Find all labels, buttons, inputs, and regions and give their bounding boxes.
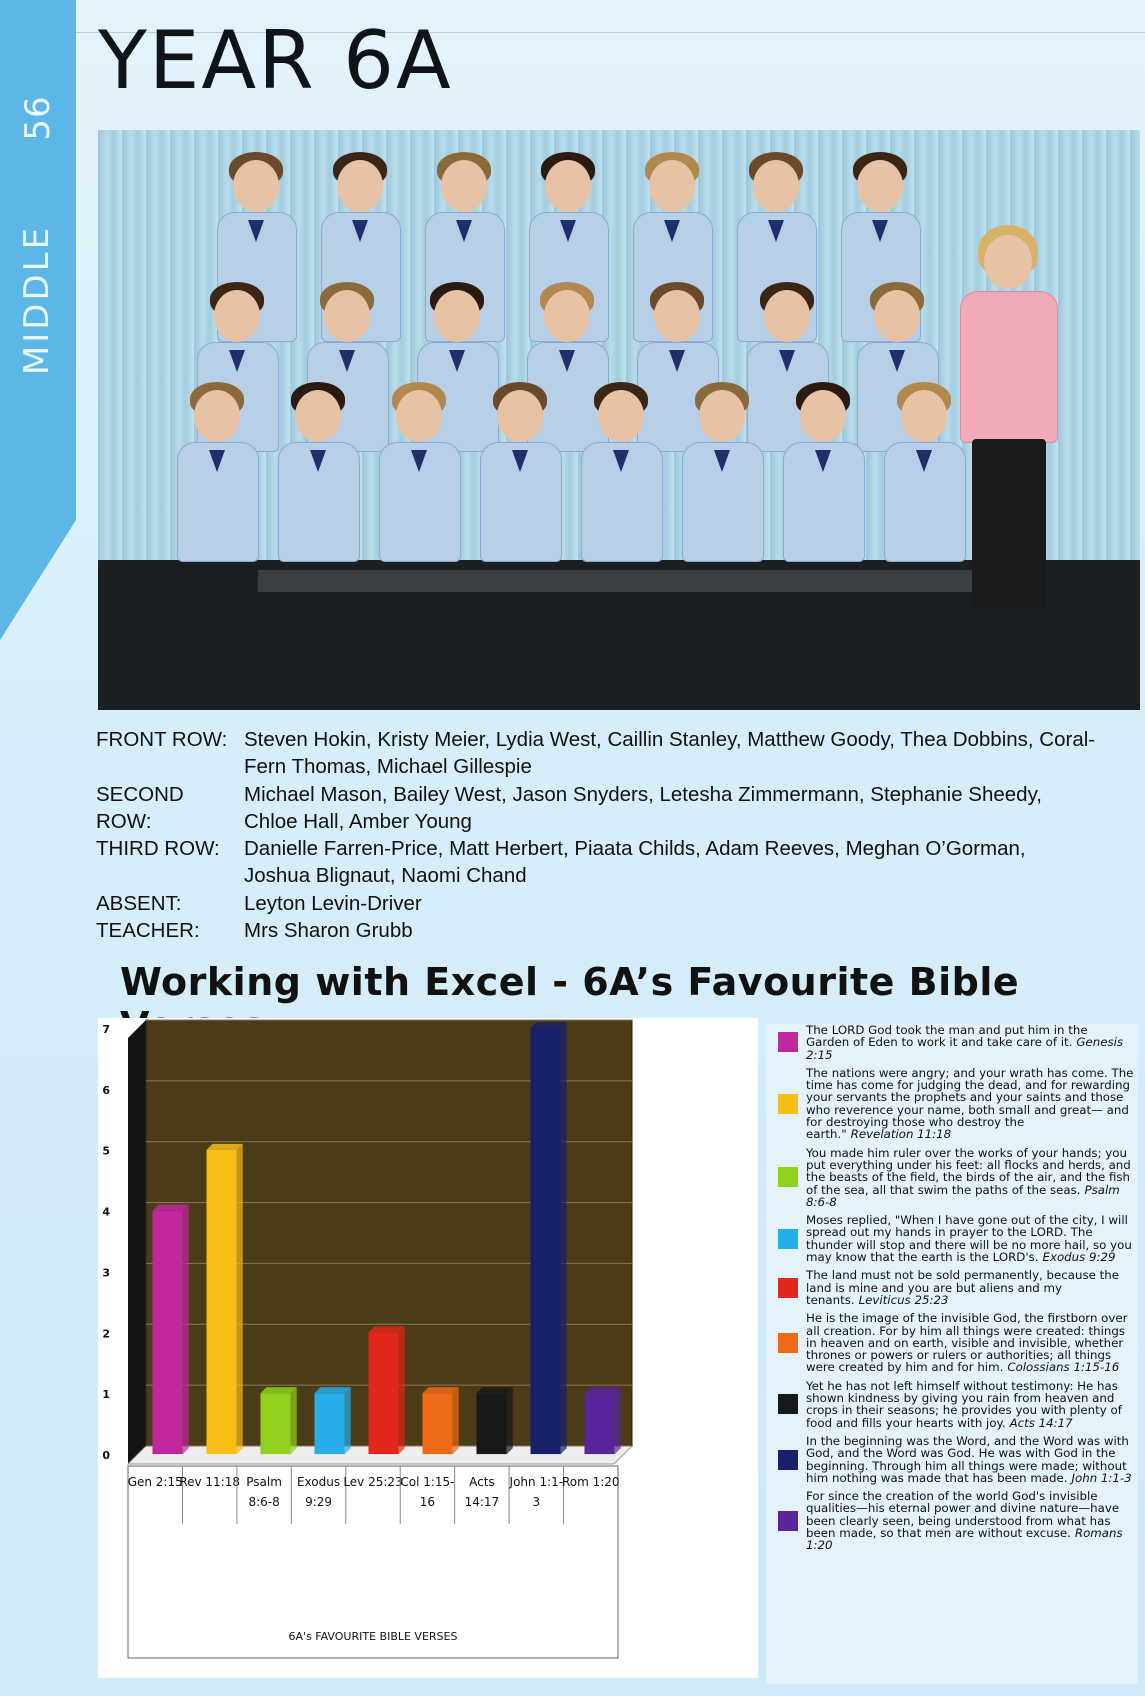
uniform-tie	[916, 450, 932, 472]
photo-bench	[258, 570, 980, 592]
legend-verse-text	[806, 1490, 1134, 1551]
face	[295, 390, 341, 442]
x-tick-label: Rev 11:18	[179, 1475, 241, 1489]
legend-verse: The land must not be sold permanently, because the land is mine and you are but aliens and my tenants.	[806, 1268, 1120, 1307]
uniform-tie	[456, 220, 472, 242]
chart-heading: Working with Excel - 6A’s Favourite Bible	[120, 960, 1020, 1004]
y-tick-label: 1	[102, 1388, 110, 1402]
bar-top	[584, 1387, 620, 1393]
caption-label: THIRD ROW:	[96, 837, 220, 861]
legend-verse-reference: Genesis 2:15	[806, 1035, 1124, 1062]
section-label: MIDDLE	[17, 224, 57, 376]
y-tick-label: 2	[102, 1327, 110, 1341]
face	[753, 160, 799, 212]
x-tick-label: 3	[532, 1495, 541, 1509]
student-silhouette	[880, 380, 968, 560]
legend-swatch	[778, 1032, 798, 1052]
face	[194, 390, 240, 442]
face	[396, 390, 442, 442]
x-tick-label: Gen 2:15	[127, 1475, 183, 1489]
uniform-tie	[248, 220, 264, 242]
legend-swatch	[778, 1278, 798, 1298]
caption-names: Steven Hokin, Kristy Meier, Lydia West, Caillin Stanley, Matthew Goody, Thea Dobbins, Coral-Fern Thomas, Michael Gillespie	[244, 728, 1096, 779]
uniform-tie	[229, 350, 245, 372]
x-tick-label: 8:6-8	[248, 1495, 280, 1509]
caption-row-second	[96, 781, 1096, 836]
legend-verse-reference: Exodus 9:29	[1042, 1250, 1116, 1265]
chart-legend	[766, 1024, 1138, 1684]
caption-label: TEACHER:	[96, 919, 200, 943]
caption-names: Michael Mason, Bailey West, Jason Snyders, Letesha Zimmermann, Stephanie Sheedy, Chloe Hall, Amber Young	[244, 782, 1042, 833]
uniform-tie	[310, 450, 326, 472]
legend-swatch	[778, 1394, 798, 1414]
uniform-tie	[352, 220, 368, 242]
face	[857, 160, 903, 212]
face	[654, 290, 700, 342]
uniform-tie	[779, 350, 795, 372]
bar	[206, 1150, 236, 1454]
student-silhouette	[678, 380, 766, 560]
legend-verse: The LORD God took the man and put him in the Garden of Eden to work it and take care of it.	[806, 1023, 1088, 1050]
uniform-tie	[512, 450, 528, 472]
legend-verse: He is the image of the invisible God, the firstborn over all creation. For by him all things were created: things in heaven and on earth, visible and invisible, whether thrones or powers or rulers or authorities; all things were created by him and for him.	[806, 1311, 1128, 1375]
caption-names: Mrs Sharon Grubb	[244, 919, 413, 943]
x-tick-label: Exodus	[296, 1475, 341, 1489]
student-silhouette	[779, 380, 867, 560]
bar	[314, 1393, 344, 1454]
face	[337, 160, 383, 212]
uniform-tie	[560, 220, 576, 242]
legend-verse-text	[806, 1067, 1134, 1141]
bar-side	[291, 1387, 297, 1454]
bar-top	[476, 1387, 512, 1393]
bar-top	[530, 1022, 566, 1028]
legend-item	[766, 1067, 1138, 1141]
uniform-tie	[768, 220, 784, 242]
legend-verse: Yet he has not left himself without testimony: He has shown kindness by giving you rain from heaven and crops in their seasons; he provides you with plenty of food and fills your hearts with joy.	[806, 1378, 1122, 1430]
legend-verse: In the beginning was the Word, and the Word was with God, and the Word was God. He was with God in the beginning. Through him all things were made; without him nothing was made that has been made.	[806, 1433, 1129, 1485]
uniform-tie	[411, 450, 427, 472]
bar-side	[237, 1144, 243, 1454]
student-silhouette	[274, 380, 362, 560]
bar-side	[615, 1387, 621, 1454]
face	[649, 160, 695, 212]
legend-item	[766, 1435, 1138, 1484]
legend-verse-reference: Revelation 11:18	[850, 1127, 952, 1142]
bar-top	[260, 1387, 296, 1393]
bar-top	[422, 1387, 458, 1393]
uniform-tie	[613, 450, 629, 472]
caption-label: ABSENT:	[96, 891, 182, 915]
legend-verse: Moses replied, "When I have gone out of the city, I will spread out my hands in prayer to the LORD. The thunder will stop and there will be no more hail, so you may know that the earth is the LORD's.	[806, 1213, 1132, 1265]
bar	[422, 1393, 452, 1454]
legend-swatch	[778, 1229, 798, 1249]
legend-verse: You made him ruler over the works of your hands; you put everything under his feet: all flocks and herds, and the beasts of the field, the birds of the air, and the fish of the sea, all that swim the paths of the seas.	[806, 1145, 1131, 1197]
student-silhouette	[577, 380, 665, 560]
bar-top	[314, 1387, 350, 1393]
legend-verse-text	[806, 1024, 1134, 1061]
uniform-tie	[559, 350, 575, 372]
bar-side	[453, 1387, 459, 1454]
legend-item	[766, 1490, 1138, 1551]
legend-verse-reference: Psalm 8:6-8	[806, 1182, 1120, 1209]
legend-verse-reference: Leviticus 25:23	[858, 1292, 949, 1307]
legend-verse-text	[806, 1147, 1134, 1208]
caption-label: FRONT ROW:	[96, 728, 228, 751]
bar-side	[183, 1205, 189, 1454]
uniform-tie	[669, 350, 685, 372]
student-silhouette	[173, 380, 261, 560]
uniform-tie	[209, 450, 225, 472]
legend-swatch	[778, 1450, 798, 1470]
chart-side-wall	[128, 1020, 146, 1464]
face	[699, 390, 745, 442]
x-tick-label: 14:17	[464, 1495, 500, 1509]
bar-side	[561, 1022, 567, 1454]
legend-verse-reference: Romans 1:20	[806, 1525, 1123, 1553]
caption-row-front	[96, 726, 1096, 781]
bar-top	[368, 1326, 404, 1332]
face	[901, 390, 947, 442]
legend-swatch	[778, 1333, 798, 1353]
student-silhouette	[375, 380, 463, 560]
teacher-top	[960, 291, 1058, 443]
legend-item	[766, 1214, 1138, 1263]
bar-side	[507, 1387, 513, 1454]
legend-item	[766, 1269, 1138, 1306]
uniform-tie	[872, 220, 888, 242]
legend-item	[766, 1312, 1138, 1373]
face	[497, 390, 543, 442]
legend-verse-text	[806, 1435, 1134, 1484]
bar	[368, 1332, 398, 1454]
uniform-tie	[815, 450, 831, 472]
caption-names: Danielle Farren-Price, Matt Herbert, Piaata Childs, Adam Reeves, Meghan O’Gorman, Joshua Blignaut, Naomi Chand	[244, 837, 1026, 888]
bar	[584, 1393, 614, 1454]
legend-verse-reference: John 1:1-3	[1071, 1470, 1132, 1485]
face	[544, 290, 590, 342]
legend-verse-reference: Colossians 1:15-16	[1007, 1360, 1120, 1375]
bar-side	[345, 1387, 351, 1454]
legend-verse-text	[806, 1269, 1134, 1306]
teacher-face	[984, 235, 1032, 289]
bar	[476, 1393, 506, 1454]
legend-item	[766, 1380, 1138, 1429]
bar	[152, 1211, 182, 1454]
bar-chart	[98, 1018, 758, 1678]
x-tick-label: John 1:1-	[509, 1475, 564, 1489]
y-tick-label: 7	[102, 1023, 110, 1036]
class-photo	[98, 130, 1140, 710]
x-tick-label: Acts	[469, 1475, 495, 1489]
page-number: 56	[18, 95, 58, 141]
legend-verse: The nations were angry; and your wrath has come. The time has come for judging the dead, and for rewarding your servants the prophets and your saints and those who reverence your name, both small and great— and for destroying those who destroy the earth."	[806, 1065, 1134, 1142]
teacher-pants	[972, 439, 1046, 607]
photo-caption	[96, 726, 1096, 944]
uniform-tie	[664, 220, 680, 242]
x-tick-label: Col 1:15-	[400, 1475, 455, 1489]
face	[233, 160, 279, 212]
bar-top	[206, 1144, 242, 1150]
legend-verse-reference: Acts 14:17	[1009, 1415, 1073, 1430]
legend-swatch	[778, 1511, 798, 1531]
y-tick-label: 4	[102, 1205, 110, 1219]
bar	[530, 1028, 560, 1454]
x-tick-label: 9:29	[305, 1495, 333, 1509]
x-tick-label: 16	[419, 1495, 436, 1509]
face	[434, 290, 480, 342]
uniform-tie	[339, 350, 355, 372]
bar-side	[399, 1326, 405, 1454]
uniform-tie	[449, 350, 465, 372]
y-tick-label: 5	[102, 1144, 110, 1158]
page-title: YEAR 6A	[98, 14, 453, 107]
legend-item	[766, 1024, 1138, 1061]
bar-top	[152, 1205, 188, 1211]
teacher-silhouette	[958, 225, 1058, 605]
caption-names: Leyton Levin-Driver	[244, 891, 422, 915]
y-tick-label: 0	[102, 1449, 110, 1462]
legend-verse: For since the creation of the world God's invisible qualities—his eternal power and divine nature—have been clearly seen, being understood from what has been made, so that men are without excuse.	[806, 1489, 1120, 1540]
face	[545, 160, 591, 212]
face	[441, 160, 487, 212]
face	[324, 290, 370, 342]
caption-label: SECOND ROW:	[96, 782, 184, 833]
caption-row-teacher	[96, 917, 1096, 944]
uniform-tie	[714, 450, 730, 472]
legend-swatch	[778, 1167, 798, 1187]
x-tick-label: Rom 1:20	[561, 1475, 620, 1489]
face	[214, 290, 260, 342]
face	[598, 390, 644, 442]
y-tick-label: 3	[102, 1266, 110, 1280]
legend-verse-text	[806, 1312, 1134, 1373]
face	[800, 390, 846, 442]
legend-verse-text	[806, 1380, 1134, 1429]
uniform-tie	[889, 350, 905, 372]
caption-row-third	[96, 835, 1096, 890]
bar	[260, 1393, 290, 1454]
legend-verse-text	[806, 1214, 1134, 1263]
student-silhouette	[476, 380, 564, 560]
x-axis-label: 6A's FAVOURITE BIBLE VERSES	[288, 1630, 458, 1643]
legend-item	[766, 1147, 1138, 1208]
x-tick-label: Lev 25:23	[343, 1475, 403, 1489]
y-tick-label: 6	[102, 1083, 110, 1097]
face	[874, 290, 920, 342]
face	[764, 290, 810, 342]
caption-row-absent	[96, 890, 1096, 917]
x-tick-label: Psalm	[246, 1475, 282, 1489]
legend-swatch	[778, 1094, 798, 1114]
